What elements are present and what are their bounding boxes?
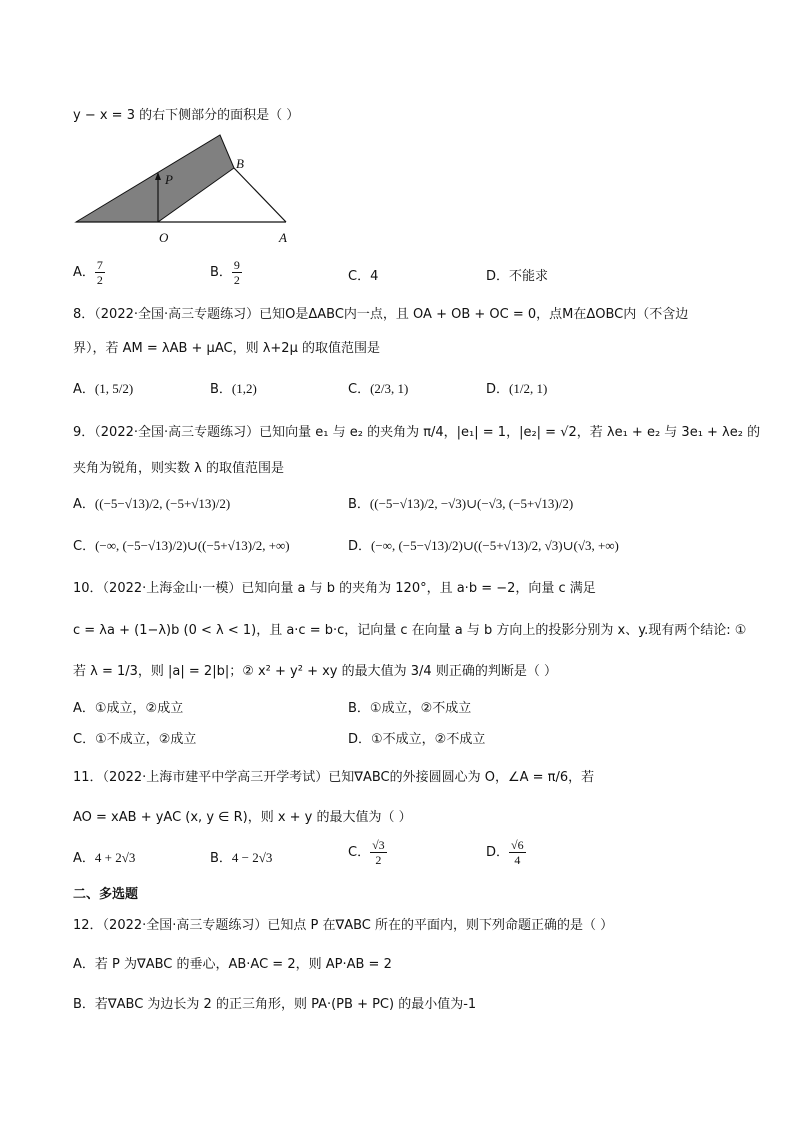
label-b: B [236, 156, 244, 171]
q11-line2: AO = xAB + yAC (x, y ∈ R)，则 x + y 的最大值为（ ） [73, 810, 412, 825]
q7-option-b[interactable]: B． $\frac{9}{2}$ [210, 258, 240, 287]
q10-line2: c = λa + (1−λ)b (0 < λ < 1)，且 a·c = b·c，记向量 c 在向量 a 与 b 方向上的投影分别为 x、y.现有两个结论: ① [73, 623, 747, 638]
q10-option-a[interactable]: A．①成立，②成立 [73, 701, 184, 716]
q10-option-d[interactable]: D．①不成立，②不成立 [348, 732, 486, 747]
q10-line3: 若 λ = 1/3，则 |a| = 2|b|；② x² + y² + xy 的最大值为 3/4 则正确的判断是（ ） [73, 664, 557, 679]
q9-option-d[interactable]: D．(−∞, (−5−√13)/2)∪((−5+√13)/2, √3)∪(√3, +∞) [348, 538, 619, 554]
side-line-ab [234, 168, 286, 222]
q8-option-d[interactable]: D．(1/2, 1) [486, 381, 548, 397]
q11-option-d[interactable]: D． $\frac{√6}{4}$ [486, 838, 524, 867]
label-o: O [159, 230, 169, 245]
q9-line2: 夹角为锐角，则实数 λ 的取值范围是 [73, 461, 284, 476]
q7-option-c[interactable]: C．4 [348, 269, 379, 284]
q7-figure [60, 132, 300, 247]
q8-option-b[interactable]: B．(1,2) [210, 381, 257, 397]
q9-option-b[interactable]: B．((−5−√13)/2, −√3)∪(−√3, (−5+√13)/2) [348, 496, 574, 512]
q9-option-c[interactable]: C．(−∞, (−5−√13)/2)∪((−5+√13)/2, +∞) [73, 538, 290, 554]
q9-line1: 9．（2022·全国·高三专题练习）已知向量 e₁ 与 e₂ 的夹角为 π/4，|e₁| = 1，|e₂| = √2，若 λe₁ + e₂ 与 3e₁ + λe₂ 的 [73, 425, 761, 440]
q7-option-a[interactable]: A． $\frac{7}{2}$ [73, 258, 103, 287]
q11-option-c[interactable]: C． $\frac{√3}{2}$ [348, 838, 385, 867]
label-a: A [279, 230, 287, 245]
q7-option-d[interactable]: D．不能求 [486, 269, 549, 284]
shaded-region [76, 135, 234, 222]
q12-option-b[interactable]: B．若∇ABC 为边长为 2 的正三角形，则 PA·(PB + PC) 的最小值为-1 [73, 997, 477, 1012]
q12-option-a[interactable]: A．若 P 为∇ABC 的垂心，AB·AC = 2，则 AP·AB = 2 [73, 957, 392, 972]
q11-line1: 11．（2022·上海市建平中学高三开学考试）已知∇ABC的外接圆圆心为 O，∠A = π/6，若 [73, 770, 595, 785]
label-p: P [165, 172, 173, 187]
section-title-multiple-choice: 二、多选题 [73, 887, 139, 902]
q10-option-b[interactable]: B．①成立，②不成立 [348, 701, 472, 716]
q10-line1: 10．（2022·上海金山·一模）已知向量 a 与 b 的夹角为 120°，且 a·b = −2，向量 c 满足 [73, 581, 596, 596]
q10-option-c[interactable]: C．①不成立，②成立 [73, 732, 197, 747]
q7-stem: y − x = 3 的右下侧部分的面积是（ ） [73, 108, 300, 123]
q11-option-a[interactable]: A．4 + 2√3 [73, 850, 136, 866]
q12-line1: 12．（2022·全国·高三专题练习）已知点 P 在∇ABC 所在的平面内，则下列命题正确的是（ ） [73, 918, 614, 933]
q8-line1: 8．（2022·全国·高三专题练习）已知O是ΔABC内一点，且 OA + OB + OC = 0，点M在ΔOBC内（不含边 [73, 307, 689, 322]
q8-option-c[interactable]: C．(2/3, 1) [348, 381, 409, 397]
q11-option-b[interactable]: B．4 − 2√3 [210, 850, 273, 866]
q8-line2: 界），若 AM = λAB + μAC，则 λ+2μ 的取值范围是 [73, 341, 380, 356]
q8-option-a[interactable]: A．(1, 5/2) [73, 381, 134, 397]
q9-option-a[interactable]: A．((−5−√13)/2, (−5+√13)/2) [73, 496, 231, 512]
